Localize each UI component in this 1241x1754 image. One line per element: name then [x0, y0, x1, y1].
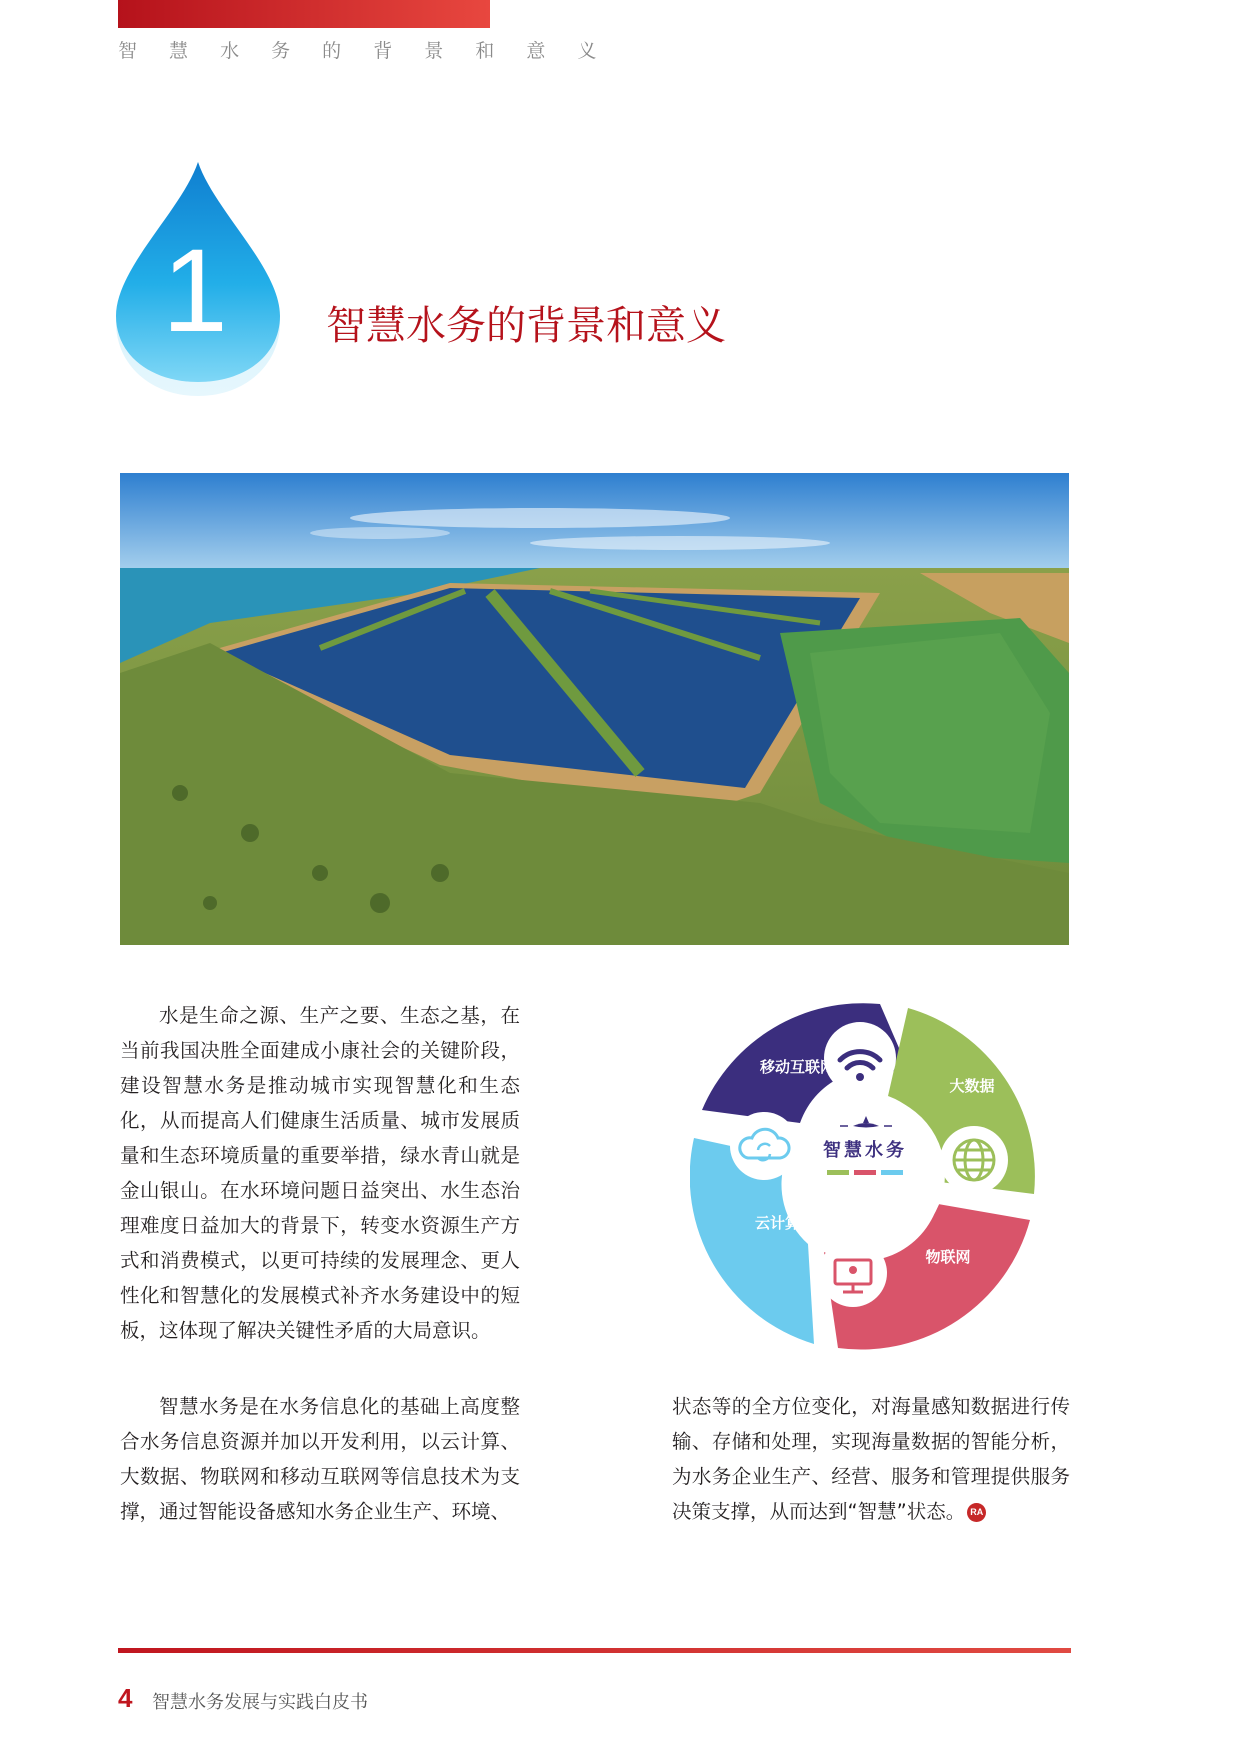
segment-label-mobile: 移动互联网 [760, 1058, 836, 1076]
definition-paragraph-left: 智慧水务是在水务信息化的基础上高度整合水务信息资源并加以开发利用，以云计算、大数据、物联网和移动互联网等信息技术为支撑，通过智能设备感知水务企业生产、环境、 [120, 1395, 520, 1523]
chapter-title: 智慧水务的背景和意义 [326, 303, 726, 349]
definition-paragraph-right-text: 状态等的全方位变化，对海量感知数据进行传输、存储和处理，实现海量数据的智能分析，为水务企业生产、经营、服务和管理提供服务决策支撑，从而达到“智慧”状态。 [672, 1395, 1070, 1523]
page-number: 4 [118, 1683, 133, 1713]
footer-rule [118, 1648, 1071, 1653]
segment-label-iot: 物联网 [925, 1248, 971, 1266]
chapter-number: 1 [162, 225, 228, 357]
diagram-center-label: 智慧水务 [823, 1140, 907, 1161]
top-accent-bar [118, 0, 490, 28]
segment-label-bigdata: 大数据 [949, 1077, 995, 1095]
aerial-water-treatment-photo [120, 473, 1069, 945]
smart-water-diagram [690, 998, 1040, 1350]
book-title: 智慧水务发展与实践白皮书 [152, 1692, 368, 1713]
end-mark-icon: RA [967, 1503, 986, 1522]
running-head: 智 慧 水 务 的 背 景 和 意 义 [118, 40, 610, 62]
intro-paragraph: 水是生命之源、生产之要、生态之基，在当前我国决胜全面建成小康社会的关键阶段，建设智慧水务是推动城市实现智慧化和生态化，从而提高人们健康生活质量、城市发展质量和生态环境质量的重要举措，绿水青山就是金山银山。在水环境问题日益突出、水生态治理难度日益加大的背景下，转变水资源生产方式和消费模式，以更可持续的发展理念、更人性化和智慧化的发展模式补齐水务建设中的短板，这体现了解决关键性矛盾的大局意识。 [120, 1004, 520, 1342]
segment-label-cloud: 云计算 [755, 1214, 801, 1232]
definition-paragraph-right [672, 1389, 1070, 1529]
